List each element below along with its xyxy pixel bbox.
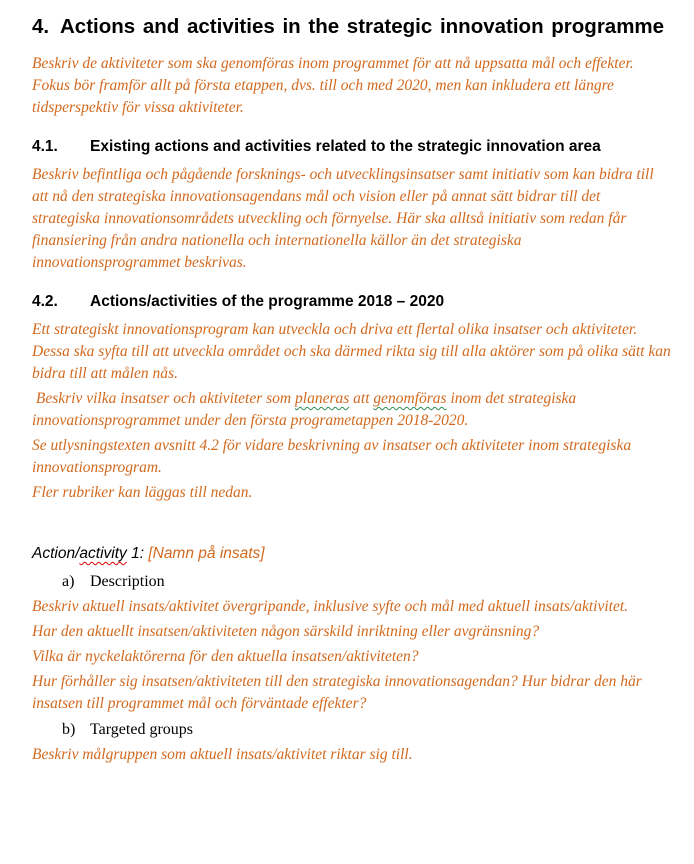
heading-number: 4. [32, 15, 50, 38]
section-4-2-para-4: Fler rubriker kan läggas till nedan. [32, 484, 253, 501]
description-para-2: Har den aktuellt insatsen/aktiviteten någon särskild inriktning eller avgränsning? [32, 623, 540, 640]
action-heading [32, 543, 672, 565]
section-heading-4-1 [32, 137, 672, 157]
heading-title: Actions and activities in the strategic innovation programme [60, 15, 665, 38]
text-run: inom det strategiska innovationsprogrammet under den första programetappen 2018-2020. [32, 390, 577, 429]
description-para-1: Beskriv aktuell insats/aktivitet övergripande, inklusive syfte och mål med aktuell insats/aktivitet. [32, 598, 629, 615]
subheading-description [32, 571, 672, 593]
section-title: Existing actions and activities related to the strategic innovation area [90, 138, 601, 155]
targeted-para-1: Beskriv målgruppen som aktuell insats/aktivitet riktar sig till. [32, 746, 413, 763]
section-number: 4.1. [32, 138, 58, 155]
section-heading-4-2 [32, 292, 672, 312]
subheading-title: Targeted groups [90, 721, 193, 738]
section-4-2-para-3: Se utlysningstexten avsnitt 4.2 för vidare beskrivning av insatser och aktiviteter inom strategiska innovationsprogram. [32, 437, 632, 476]
description-para-4: Hur förhåller sig insatsen/aktiviteten till den strategiska innovationsagendan? Hur bidrar den här insatsen till programmet mål och förväntade effekter? [32, 673, 642, 712]
grammar-flag-planeras: planeras [295, 390, 350, 407]
text-run: Beskriv vilka insatser och aktiviteter som [35, 390, 296, 407]
document-page [32, 14, 672, 769]
action-name-placeholder: [Namn på insats] [148, 545, 265, 562]
blank-line [32, 507, 672, 529]
section-4-2-para-2 [32, 388, 672, 432]
action-label-post: 1: [126, 545, 149, 562]
list-letter: b) [62, 721, 76, 738]
text-run: att [349, 390, 374, 407]
intro-paragraph: Beskriv de aktiviteter som ska genomföras inom programmet för att nå uppsatta mål och effekter. Fokus bör framför allt på första etappen, dvs. till och med 2020, men kan inkludera ett längre tidsperspektiv för vissa aktiviteter. [32, 55, 634, 116]
description-para-3: Vilka är nyckelaktörerna för den aktuella insatsen/aktiviteten? [32, 648, 419, 665]
section-4-2-para-1: Ett strategiskt innovationsprogram kan utveckla och driva ett flertal olika insatser och aktiviteter. Dessa ska syfta till att utveckla området och ska därmed rikta sig till alla aktörer som på olika sätt kan bidra till att målen nås. [32, 321, 671, 382]
section-4-1-body: Beskriv befintliga och pågående forsknings- och utvecklingsinsatser samt initiativ som kan bidra till att nå den strategiska innovationsagendans mål och vision eller på annat sätt bidrar till det strategiska innovationsområdets utveckling och förnyelse. Här ska alltså initiativ som redan får finansiering från andra nationella och internationella källor än det strategiska innovationsprogrammet beskrivas. [32, 166, 654, 271]
grammar-flag-genomforas: genomföras [373, 390, 447, 407]
spelling-flag-activity: activity [79, 545, 127, 562]
section-title: Actions/activities of the programme 2018 – 2020 [90, 293, 445, 310]
subheading-targeted-groups [32, 719, 672, 741]
section-heading-4 [32, 14, 672, 40]
section-number: 4.2. [32, 293, 58, 310]
action-label-pre: Action/ [32, 545, 80, 562]
list-letter: a) [62, 573, 75, 590]
subheading-title: Description [90, 573, 165, 590]
